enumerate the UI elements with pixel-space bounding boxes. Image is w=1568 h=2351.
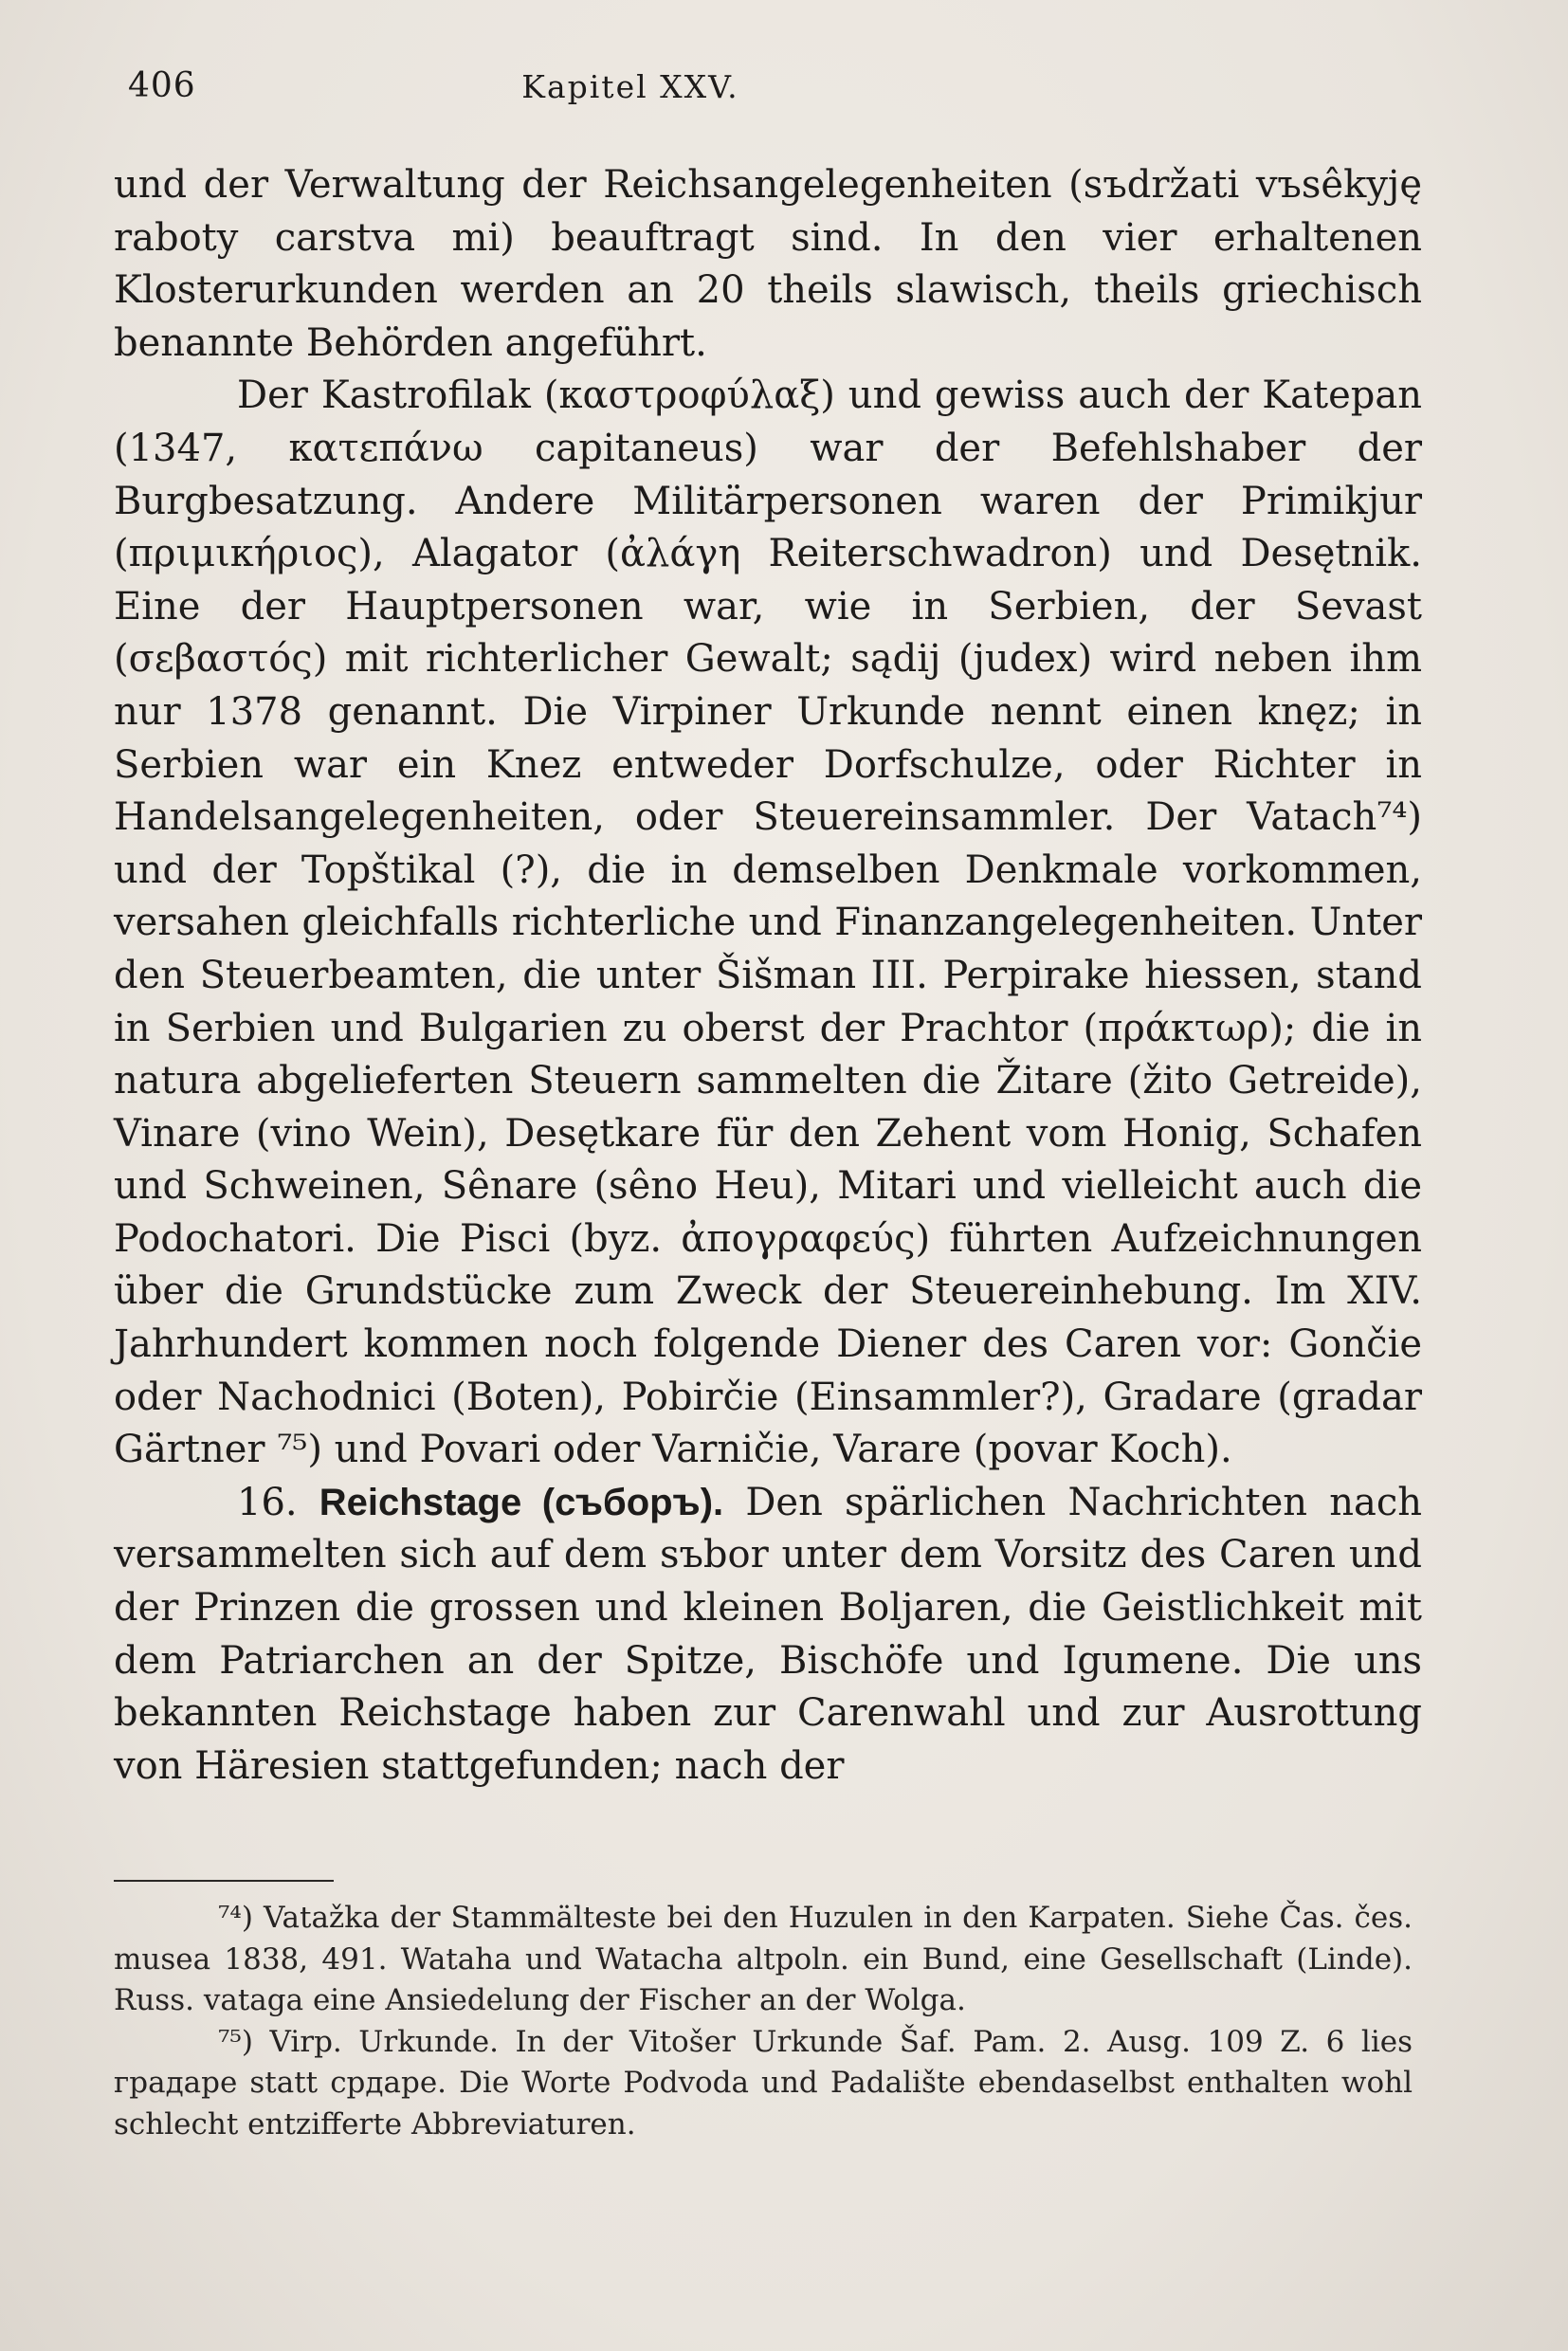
page-number: 406 — [128, 66, 196, 105]
paragraph-1: und der Verwaltung der Reichsangelegenheiten (sъdržati vъsêkyję raboty carstva mi) beauftragt sind. In den vier erhaltenen Klosterurkunden werden an 20 theils slawisch, theils griechisch benannte Behörden angeführt. — [114, 163, 1422, 365]
footnote-74: ⁷⁴) Vatažka der Stammälteste bei den Huzulen in den Karpaten. Siehe Čas. čes. musea 1838, 491. Wataha und Watacha altpoln. ein Bund, eine Gesellschaft (Linde). Russ. vataga eine Ansiedelung der Fischer an der Wolga. — [114, 1901, 1413, 2017]
paragraph-2: Der Kastrofilak (καστροφύλαξ) und gewiss auch der Katepan (1347, κατεπάνω capitaneus) war der Befehlshaber der Burgbesatzung. Andere Militärpersonen waren der Primikjur (πριμικήριος), Alagator (ἀλάγη Reiterschwadron) und Desętnik. Eine der Hauptpersonen war, wie in Serbien, der Sevast (σεβαστός) mit richterlicher Gewalt; sądij (judex) wird neben ihm nur 1378 genannt. Die Virpiner Urkunde nennt einen knęz; in Serbien war ein Knez entweder Dorfschulze, oder Richter in Handelsangelegenheiten, oder Steuereinsammler. Der Vatach⁷⁴) und der Topštikal (?), die in demselben Denkmale vorkommen, versahen gleichfalls richterliche und Finanzangelegenheiten. Unter den Steuerbeamten, die unter Šišman III. Perpirake hiessen, stand in Serbien und Bulgarien zu oberst der Prachtor (πράκτωρ); die in natura abgelieferten Steuern sammelten die Žitare (žito Getreide), Vinare (vino Wein), Desętkare für den Zehent vom Honig, Schafen und Schweinen, Sênare (sêno Heu), Mitari und vielleicht auch die Podochatori. Die Pisci (byz. ἀπογραφεύς) führten Aufzeichnungen über die Grundstücke zum Zweck der Steuereinhebung. Im XIV. Jahrhundert kommen noch folgende Diener des Caren vor: Gončie oder Nachodnici (Boten), Pobirčie (Einsammler?), Gradare (gradar Gärtner ⁷⁵) und Povari oder Varničie, Varare (povar Koch). — [114, 374, 1422, 1472]
paragraph-3 — [114, 1477, 1422, 1794]
footnotes — [114, 1898, 1413, 2145]
section-number: 16. — [237, 1480, 298, 1524]
main-text — [114, 159, 1422, 1793]
section-heading: Reichstage (съборъ). — [319, 1481, 724, 1523]
page-header — [128, 59, 1436, 116]
footnote-separator — [114, 1880, 334, 1882]
paragraph-3-text: Den spärlichen Nachrichten nach versammelten sich auf dem sъbor unter dem Vorsitz des Caren und der Prinzen die grossen und kleinen Boljaren, die Geistlichkeit mit dem Patriarchen an der Spitze, Bischöfe und Igumene. Die uns bekannten Reichstage haben zur Carenwahl und zur Ausrottung von Häresien stattgefunden; nach der — [114, 1480, 1422, 1788]
running-head: Kapitel XXV. — [521, 68, 739, 105]
footnote-75: ⁷⁵) Virp. Urkunde. In der Vitošer Urkunde Šaf. Pam. 2. Ausg. 109 Z. 6 lies градаре statt срдаре. Die Worte Podvoda und Padalište ebendaselbst enthalten wohl schlecht entzifferte Abbreviaturen. — [114, 2024, 1413, 2141]
